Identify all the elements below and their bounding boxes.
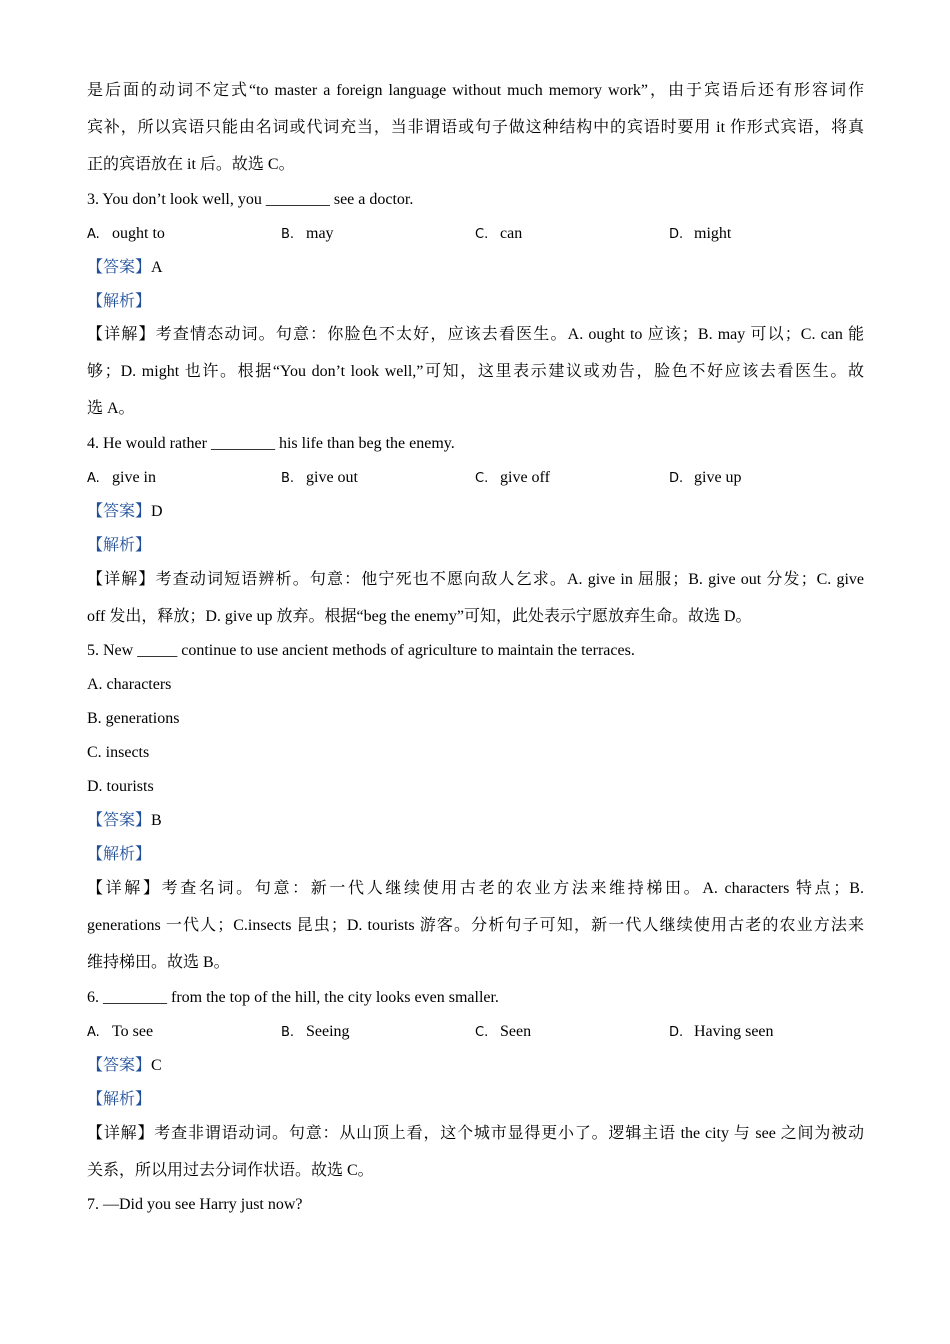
detail-tag: 【详解】 bbox=[87, 880, 162, 897]
q5-option-d: D. tourists bbox=[87, 778, 154, 795]
q6-answer: 【答案】C bbox=[87, 1057, 162, 1074]
q6-option-b: B. Seeing bbox=[281, 1023, 350, 1040]
q7-question: 7. —Did you see Harry just now? bbox=[87, 1196, 303, 1213]
q6-question: 6. ________ from the top of the hill, the city looks even smaller. bbox=[87, 989, 499, 1006]
q4-analysis-tag: 【解析】 bbox=[87, 537, 152, 554]
q5-answer: 【答案】B bbox=[87, 812, 162, 829]
q4-option-a: A. give in bbox=[87, 469, 156, 486]
q3-question: 3. You don’t look well, you ________ see a doctor. bbox=[87, 191, 414, 208]
q5-option-b: B. generations bbox=[87, 710, 180, 727]
q4-option-d: D. give up bbox=[669, 469, 742, 486]
q4-detail-line-2: off 发出，释放；D. give up 放弃。根据“beg the enemy”可知，此处表示宁愿放弃生命。故选 D。 bbox=[87, 608, 752, 625]
q5-option-a: A. characters bbox=[87, 676, 172, 693]
intro-line-2: 宾补，所以宾语只能由名词或代词充当，当非谓语或句子做这种结构中的宾语时要用 it 作形式宾语，将真 bbox=[87, 119, 864, 136]
q3-detail-line-2: 够；D. might 也许。根据“You don’t look well,”可知，这里表示建议或劝告，脸色不好应该去看医生。故 bbox=[87, 363, 864, 380]
detail-tag: 【详解】 bbox=[87, 1125, 155, 1142]
q5-detail-line-1: 【详解】考查名词。句意：新一代人继续使用古老的农业方法来维持梯田。A. characters 特点；B. bbox=[87, 880, 864, 897]
intro-line-3: 正的宾语放在 it 后。故选 C。 bbox=[87, 156, 295, 173]
q4-question: 4. He would rather ________ his life than beg the enemy. bbox=[87, 435, 455, 452]
intro-line-1: 是后面的动词不定式“to master a foreign language without much memory work”，由于宾语后还有形容词作 bbox=[87, 82, 864, 99]
q3-detail-line-1: 【详解】考查情态动词。句意：你脸色不太好，应该去看医生。A. ought to 应该；B. may 可以；C. can 能 bbox=[87, 326, 864, 343]
q5-detail-line-2: generations 一代人；C.insects 昆虫；D. tourists 游客。分析句子可知，新一代人继续使用古老的农业方法来 bbox=[87, 917, 864, 934]
q5-detail-line-3: 维持梯田。故选 B。 bbox=[87, 954, 230, 971]
q4-option-c: C. give off bbox=[475, 469, 550, 486]
q4-option-b: B. give out bbox=[281, 469, 358, 486]
q6-detail-line-1: 【详解】考查非谓语动词。句意：从山顶上看，这个城市显得更小了。逻辑主语 the city 与 see 之间为被动 bbox=[87, 1125, 864, 1142]
answer-tag: 【答案】 bbox=[87, 1057, 152, 1074]
q6-detail-line-2: 关系，所以用过去分词作状语。故选 C。 bbox=[87, 1162, 374, 1179]
q3-option-d: D. might bbox=[669, 225, 732, 242]
q3-option-c: C. can bbox=[475, 225, 523, 242]
answer-tag: 【答案】 bbox=[87, 812, 152, 829]
answer-tag: 【答案】 bbox=[87, 503, 152, 520]
answer-tag: 【答案】 bbox=[87, 259, 152, 276]
q6-option-d: D. Having seen bbox=[669, 1023, 774, 1040]
q5-analysis-tag: 【解析】 bbox=[87, 846, 152, 863]
q3-detail-line-3: 选 A。 bbox=[87, 400, 135, 417]
q5-option-c: C. insects bbox=[87, 744, 150, 761]
q3-analysis-tag: 【解析】 bbox=[87, 293, 152, 310]
q5-question: 5. New _____ continue to use ancient methods of agriculture to maintain the terraces. bbox=[87, 642, 635, 659]
q6-analysis-tag: 【解析】 bbox=[87, 1091, 152, 1108]
detail-tag: 【详解】 bbox=[87, 326, 156, 343]
q3-option-a: A. ought to bbox=[87, 225, 165, 242]
q3-answer: 【答案】A bbox=[87, 259, 163, 276]
q3-option-b: B. may bbox=[281, 225, 334, 242]
detail-tag: 【详解】 bbox=[87, 571, 156, 588]
q6-option-c: C. Seen bbox=[475, 1023, 532, 1040]
q6-option-a: A. To see bbox=[87, 1023, 154, 1040]
q4-answer: 【答案】D bbox=[87, 503, 163, 520]
q4-detail-line-1: 【详解】考查动词短语辨析。句意：他宁死也不愿向敌人乞求。A. give in 屈服；B. give out 分发；C. give bbox=[87, 571, 864, 588]
